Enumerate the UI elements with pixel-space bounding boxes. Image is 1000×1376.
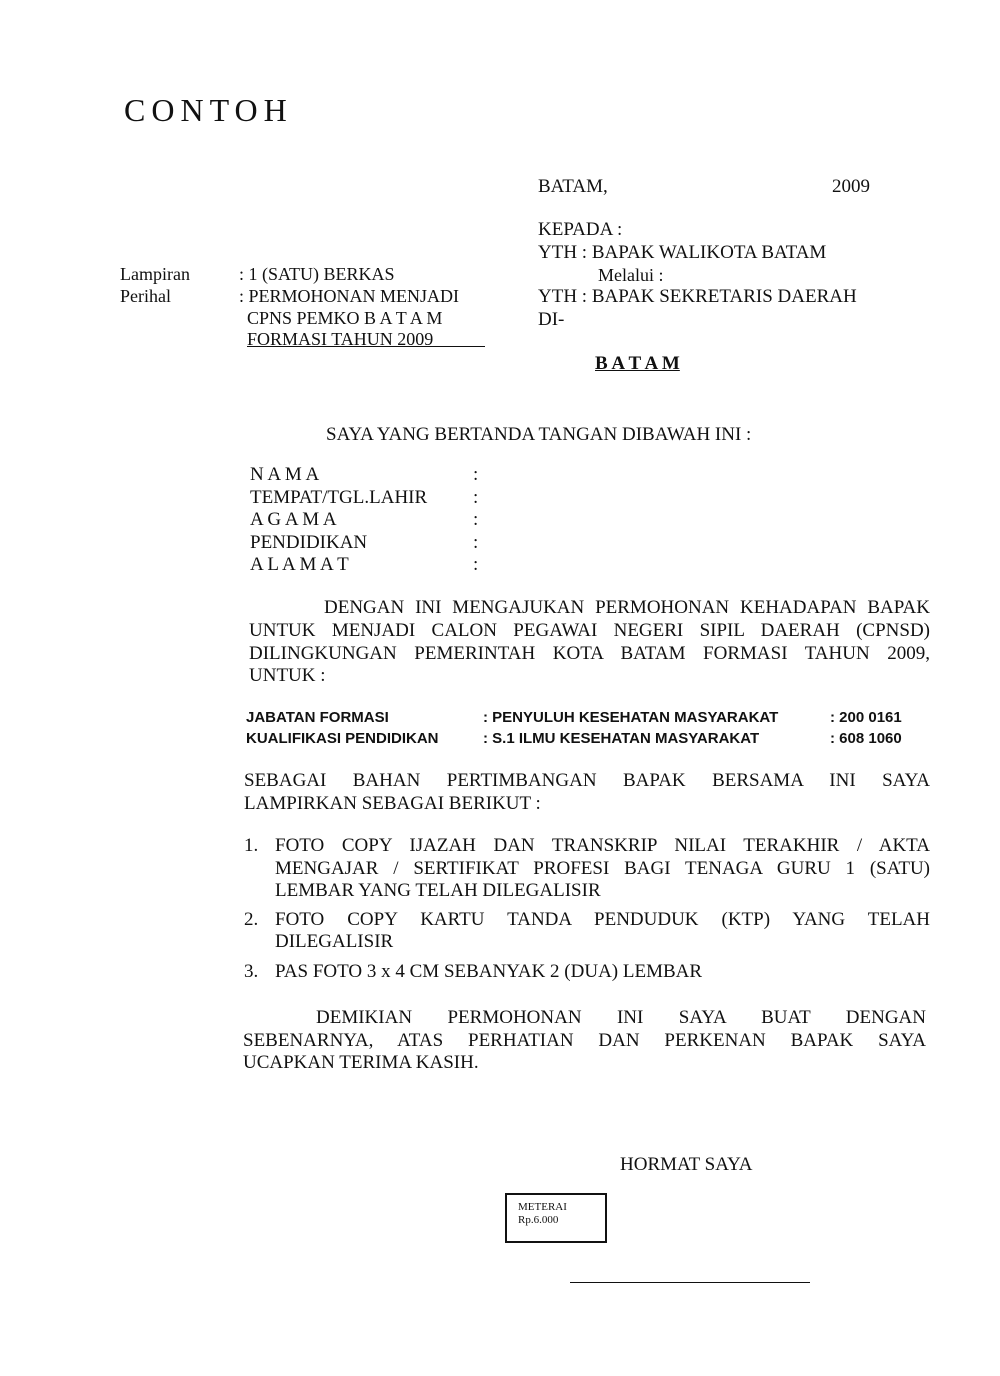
meterai-label: METERAI [518,1201,567,1213]
field-label-alamat: A L A M A T [250,554,349,575]
recipient-yth-sekda: YTH : BAPAK SEKRETARIS DAERAH [538,286,857,307]
recipient-yth-walikota: YTH : BAPAK WALIKOTA BATAM [538,242,827,263]
formasi-value-kualifikasi: : S.1 ILMU KESEHATAN MASYARAKAT [483,730,760,747]
attachment-1-line-2-text: MENGAJAR / SERTIFIKAT PROFESI BAGI TENAGA GURU 1 (SATU) [275,858,930,879]
recipient-city: B A T A M [595,353,680,374]
field-colon-pendidikan: : [473,532,479,553]
attachment-1-line-3: LEMBAR YANG TELAH DILEGALISIR [275,880,601,901]
closing-line-2 [243,1030,926,1052]
body1-line-4: UNTUK : [249,665,326,686]
body1-line-2 [249,620,930,642]
attachment-1-line-2 [275,858,930,880]
attachment-1-line-1-text: FOTO COPY IJAZAH DAN TRANSKRIP NILAI TERAKHIR / AKTA [275,835,930,856]
closing-line-1 [316,1007,926,1029]
body1-line-1-text: DENGAN INI MENGAJUKAN PERMOHONAN KEHADAPAN BAPAK [324,597,930,618]
field-colon-ttl: : [473,487,479,508]
body1-line-3 [249,643,930,665]
signature-line [570,1282,810,1283]
body1-line-2-text: UNTUK MENJADI CALON PEGAWAI NEGERI SIPIL DAERAH (CPNSD) [249,620,930,641]
recipient-melalui: Melalui : [598,265,664,285]
date-year: 2009 [832,176,870,197]
field-colon-nama: : [473,464,479,485]
attachment-1-line-1 [275,835,930,857]
attachment-2-num: 2. [244,909,259,930]
formasi-code-kualifikasi: : 608 1060 [830,730,902,747]
perihal-line-1: : PERMOHONAN MENJADI [239,286,460,306]
perihal-line-3: FORMASI TAHUN 2009 [247,329,434,349]
page-heading: CONTOH [124,92,293,128]
formasi-code-jabatan: : 200 0161 [830,709,902,726]
recipient-di: DI- [538,309,565,330]
perihal-underline [247,346,485,347]
field-label-nama: N A M A [250,464,320,485]
attachment-2-line-2: DILEGALISIR [275,931,394,952]
meterai-value: Rp.6.000 [518,1214,559,1226]
date-place: BATAM, [538,176,608,197]
hormat-saya: HORMAT SAYA [620,1154,753,1175]
attachment-2-line-1-text: FOTO COPY KARTU TANDA PENDUDUK (KTP) YANG TELAH [275,909,930,930]
attachment-1-num: 1. [244,835,259,856]
field-label-agama: A G A M A [250,509,337,530]
intro-text: SAYA YANG BERTANDA TANGAN DIBAWAH INI : [326,424,752,445]
lampiran-label: Lampiran [120,264,190,284]
closing-line-2-text: SEBENARNYA, ATAS PERHATIAN DAN PERKENAN BAPAK SAYA [243,1030,926,1051]
formasi-label-jabatan: JABATAN FORMASI [246,709,389,726]
field-label-pendidikan: PENDIDIKAN [250,532,368,553]
formasi-label-kualifikasi: KUALIFIKASI PENDIDIKAN [246,730,439,747]
attachment-3-num: 3. [244,961,259,982]
field-label-ttl: TEMPAT/TGL.LAHIR [250,487,428,508]
attachment-3-line-1: PAS FOTO 3 x 4 CM SEBANYAK 2 (DUA) LEMBAR [275,961,703,982]
perihal-line-2: CPNS PEMKO B A T A M [247,308,443,328]
body2-line-1-text: SEBAGAI BAHAN PERTIMBANGAN BAPAK BERSAMA INI SAYA [244,770,930,791]
closing-line-1-text: DEMIKIAN PERMOHONAN INI SAYA BUAT DENGAN [316,1007,926,1028]
meterai-stamp-box [505,1193,607,1243]
attachment-2-line-1 [275,909,930,931]
closing-line-3: UCAPKAN TERIMA KASIH. [243,1052,479,1073]
formasi-value-jabatan: : PENYULUH KESEHATAN MASYARAKAT [483,709,779,726]
body1-line-3-text: DILINGKUNGAN PEMERINTAH KOTA BATAM FORMASI TAHUN 2009, [249,643,930,664]
body2-line-1 [244,770,930,792]
field-colon-agama: : [473,509,479,530]
body1-line-1 [324,597,930,619]
recipient-kepada: KEPADA : [538,219,623,240]
body2-line-2: LAMPIRKAN SEBAGAI BERIKUT : [244,793,541,814]
lampiran-value: : 1 (SATU) BERKAS [239,264,395,284]
field-colon-alamat: : [473,554,479,575]
perihal-label: Perihal [120,286,171,306]
